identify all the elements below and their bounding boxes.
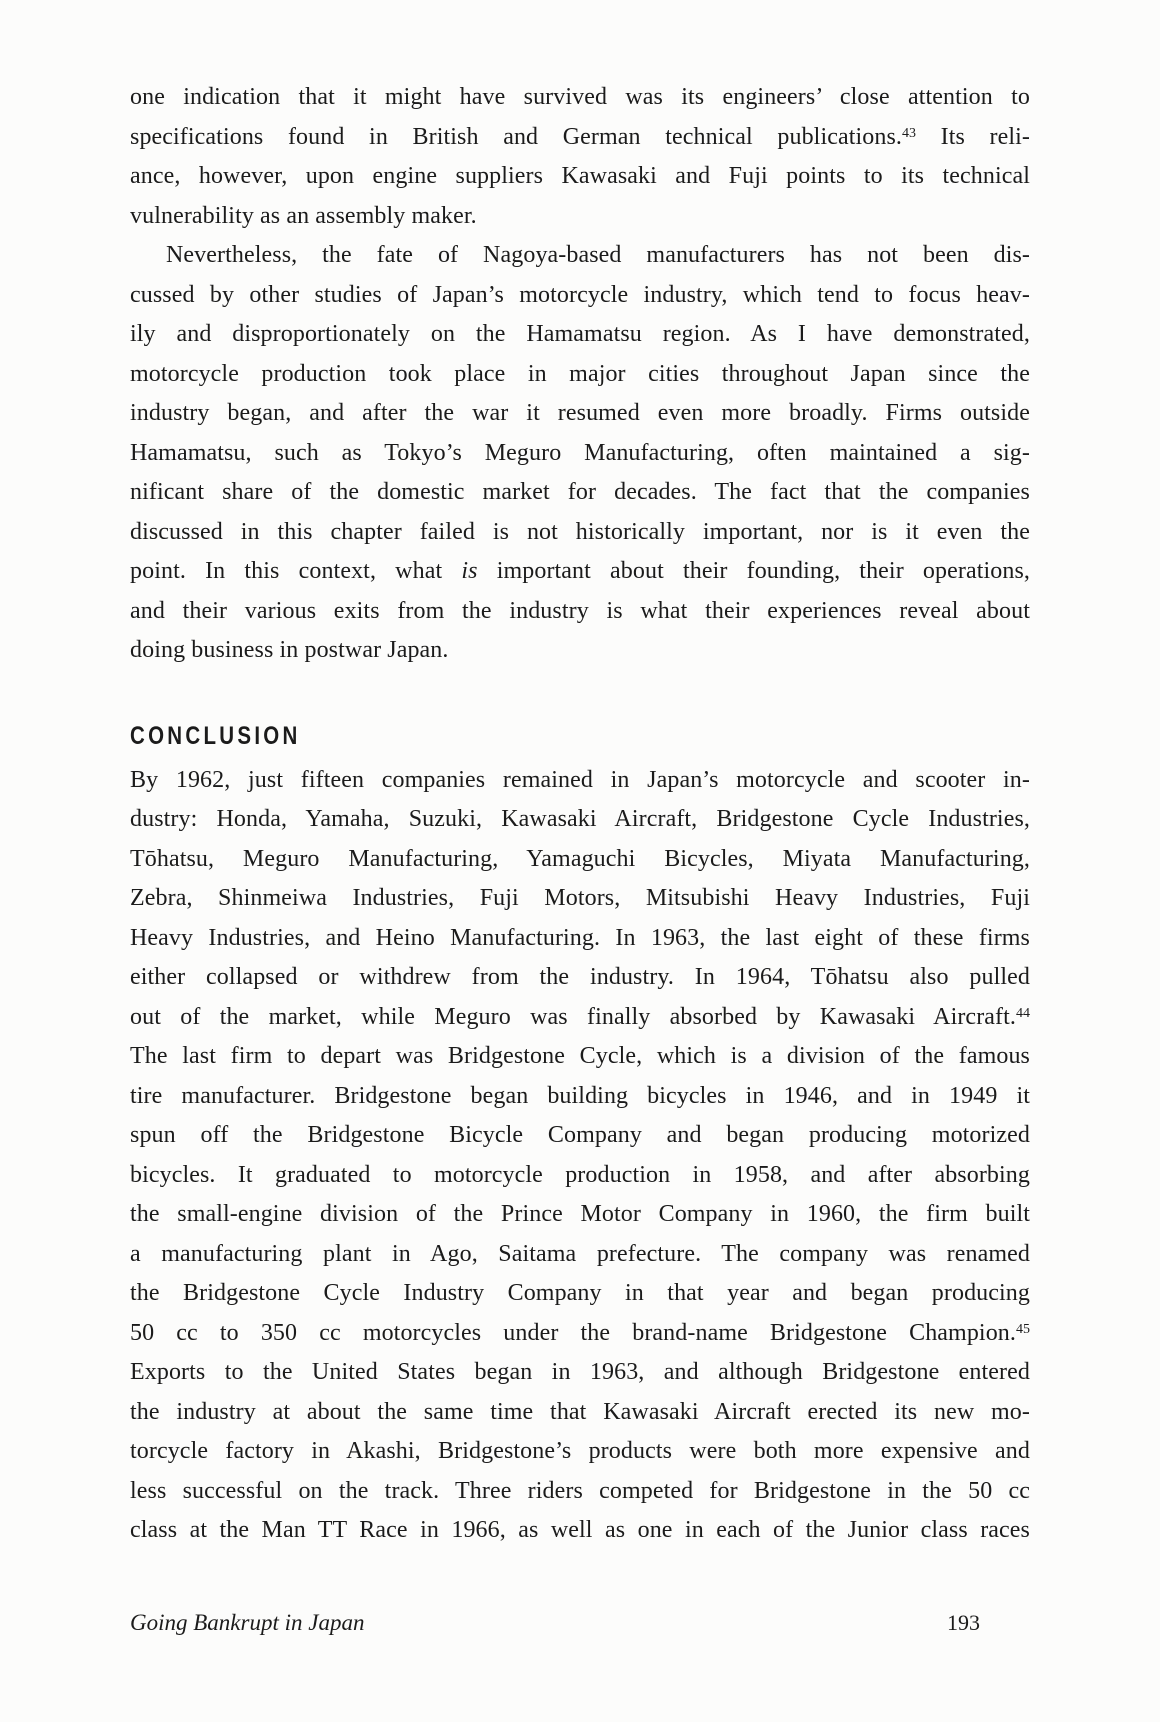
text-segment: Hamamatsu, such as Tokyo’s Meguro Manufacturing, often maintained a sig- — [130, 439, 1030, 466]
text-segment: cussed by other studies of Japan’s motorcycle industry, which tend to focus heav- — [130, 281, 1030, 308]
text-segment: ance, however, upon engine suppliers Kawasaki and Fuji points to its technical — [130, 163, 1030, 189]
text-segment: Its reli- — [916, 123, 1030, 150]
text-line — [130, 840, 1030, 880]
text-line — [130, 394, 1030, 434]
text-segment: industry began, and after the war it resumed even more broadly. Firms outside — [130, 400, 1030, 426]
text-segment: Tōhatsu, Meguro Manufacturing, Yamaguchi Bicycles, Miyata Manufacturing, — [130, 845, 1030, 872]
text-line — [130, 631, 1030, 671]
text-line — [130, 355, 1030, 395]
text-segment: By 1962, just fifteen companies remained in Japan’s motorcycle and scooter in- — [130, 766, 1030, 793]
text-segment: dustry: Honda, Yamaha, Suzuki, Kawasaki Aircraft, Bridgestone Cycle Industries, — [130, 806, 1030, 832]
text-line — [130, 473, 1030, 513]
text-line — [130, 1037, 1030, 1077]
text-line — [130, 1077, 1030, 1117]
text-segment: less successful on the track. Three riders competed for Bridgestone in the 50 cc — [130, 1477, 1030, 1504]
text-segment: either collapsed or withdrew from the industry. In 1964, Tōhatsu also pulled — [130, 964, 1030, 990]
paragraph-continuation — [130, 78, 1030, 236]
text-segment: and their various exits from the industry is what their experiences reveal about — [130, 597, 1030, 624]
text-segment: vulnerability as an assembly maker. — [130, 202, 477, 229]
text-line — [130, 1393, 1030, 1433]
text-segment: torcycle factory in Akashi, Bridgestone’s products were both more expensive and — [130, 1438, 1030, 1464]
text-line — [130, 1314, 1030, 1354]
text-line — [130, 1432, 1030, 1472]
text-line — [130, 1195, 1030, 1235]
text-segment: discussed in this chapter failed is not historically important, nor is it even the — [130, 518, 1030, 545]
footnote-reference: 44 — [1016, 1005, 1030, 1021]
text-segment: specifications found in British and German technical publications. — [130, 123, 902, 150]
running-title: Going Bankrupt in Japan — [130, 1609, 365, 1635]
text-segment: the industry at about the same time that Kawasaki Aircraft erected its new mo- — [130, 1398, 1030, 1425]
text-line — [130, 879, 1030, 919]
text-segment: the small-engine division of the Prince Motor Company in 1960, the firm built — [130, 1201, 1030, 1227]
text-segment: 50 cc to 350 cc motorcycles under the brand-name Bridgestone Champion. — [130, 1319, 1016, 1346]
text-segment: nificant share of the domestic market for decades. The fact that the companies — [130, 479, 1030, 505]
text-segment: doing business in postwar Japan. — [130, 637, 449, 663]
text-segment: tire manufacturer. Bridgestone began building bicycles in 1946, and in 1949 it — [130, 1082, 1030, 1109]
text-segment: bicycles. It graduated to motorcycle production in 1958, and after absorbing — [130, 1161, 1030, 1188]
footnote-reference: 45 — [1016, 1321, 1030, 1337]
text-line — [130, 1511, 1030, 1551]
text-line — [130, 157, 1030, 197]
text-segment: important about their founding, their operations, — [477, 558, 1030, 584]
text-line — [130, 800, 1030, 840]
text-line — [130, 592, 1030, 632]
text-line — [130, 958, 1030, 998]
text-line — [130, 761, 1030, 801]
text-segment: point. In this context, what — [130, 558, 462, 584]
text-segment: motorcycle production took place in major cities throughout Japan since the — [130, 360, 1030, 387]
text-line — [130, 434, 1030, 474]
footnote-reference: 43 — [902, 125, 916, 141]
text-line — [130, 276, 1030, 316]
text-line — [130, 998, 1030, 1038]
text-line — [130, 78, 1030, 118]
section-heading: CONCLUSION — [130, 721, 301, 750]
text-segment: Heavy Industries, and Heino Manufacturing. In 1963, the last eight of these firms — [130, 924, 1030, 951]
text-line — [130, 1274, 1030, 1314]
text-line — [130, 118, 1030, 158]
text-segment: Exports to the United States began in 1963, and although Bridgestone entered — [130, 1359, 1030, 1385]
text-line — [130, 513, 1030, 553]
text-segment: The last firm to depart was Bridgestone Cycle, which is a division of the famous — [130, 1043, 1030, 1069]
text-segment: ily and disproportionately on the Hamamatsu region. As I have demonstrated, — [130, 321, 1030, 347]
paragraph-nevertheless — [130, 236, 1030, 671]
text-line — [130, 197, 1030, 237]
text-segment: the Bridgestone Cycle Industry Company in that year and began producing — [130, 1280, 1030, 1306]
text-line — [130, 1116, 1030, 1156]
text-segment: spun off the Bridgestone Bicycle Company and began producing motorized — [130, 1122, 1030, 1148]
text-segment: class at the Man TT Race in 1966, as well as one in each of the Junior class races — [130, 1517, 1030, 1543]
page-number: 193 — [947, 1609, 980, 1635]
text-line — [130, 1472, 1030, 1512]
text-line — [130, 1353, 1030, 1393]
text-line — [130, 315, 1030, 355]
text-segment: Nevertheless, the fate of Nagoya-based manufacturers has not been dis- — [166, 242, 1030, 268]
emphasized-text: is — [461, 558, 478, 584]
text-line — [130, 1235, 1030, 1275]
paragraph-conclusion — [130, 761, 1030, 1551]
text-line — [130, 236, 1030, 276]
text-segment: one indication that it might have survived was its engineers’ close attention to — [130, 84, 1030, 110]
text-segment: Zebra, Shinmeiwa Industries, Fuji Motors, Mitsubishi Heavy Industries, Fuji — [130, 885, 1030, 911]
text-segment: a manufacturing plant in Ago, Saitama prefecture. The company was renamed — [130, 1240, 1030, 1267]
text-line — [130, 1156, 1030, 1196]
text-line — [130, 552, 1030, 592]
text-line — [130, 919, 1030, 959]
text-block — [130, 78, 1030, 1638]
page-footer — [130, 1608, 1030, 1638]
text-segment: out of the market, while Meguro was finally absorbed by Kawasaki Aircraft. — [130, 1003, 1016, 1030]
